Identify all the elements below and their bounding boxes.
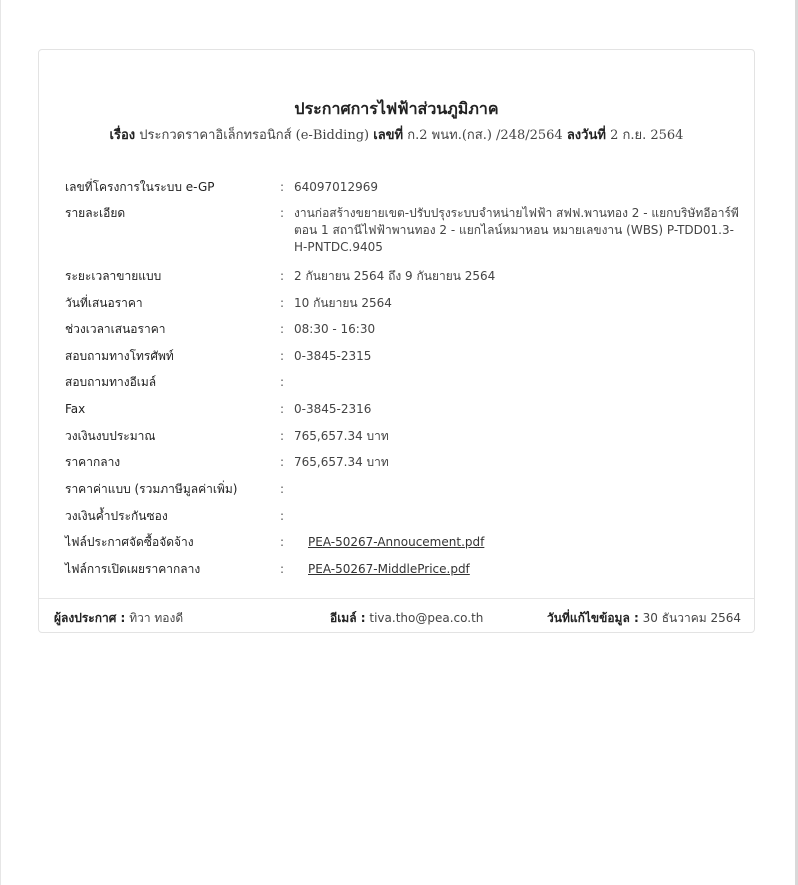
detail-label: ราคาค่าแบบ (รวมภาษีมูลค่าเพิ่ม): [65, 482, 238, 496]
detail-label: วงเงินค้ำประกันซอง: [65, 509, 168, 523]
detail-label: ช่วงเวลาเสนอราคา: [65, 322, 166, 336]
detail-label: สอบถามทางอีเมล์: [65, 375, 157, 389]
separator: :: [280, 455, 285, 469]
separator: :: [280, 349, 285, 363]
detail-label: วันที่เสนอราคา: [65, 296, 143, 310]
announcer-info: [54, 609, 183, 628]
email-label: อีเมล์ :: [330, 611, 366, 625]
card-footer: [39, 598, 754, 635]
subject-label: เรื่อง: [109, 128, 136, 143]
detail-label: ระยะเวลาขายแบบ: [65, 269, 162, 283]
separator: :: [280, 206, 285, 220]
separator: :: [280, 180, 285, 194]
announcer-name: ทิวา ทองดี: [129, 611, 184, 625]
detail-value: 765,657.34 บาท: [294, 455, 389, 469]
middle-price-file-link[interactable]: PEA-50267-MiddlePrice.pdf: [308, 562, 470, 576]
detail-label: ไฟล์ประกาศจัดซื้อจัดจ้าง: [65, 535, 194, 549]
separator: :: [280, 296, 285, 310]
detail-value: 2 กันยายน 2564 ถึง 9 กันยายน 2564: [294, 269, 496, 283]
separator: :: [280, 535, 285, 549]
page-edge-left: [0, 0, 1, 885]
updated-label: วันที่แก้ไขข้อมูล :: [547, 611, 639, 625]
date-text: 2 ก.ย. 2564: [610, 128, 684, 143]
detail-label: เลขที่โครงการในระบบ e-GP: [65, 180, 215, 194]
detail-label: ราคากลาง: [65, 455, 121, 469]
separator: :: [280, 269, 285, 283]
separator: :: [280, 509, 285, 523]
separator: :: [280, 375, 285, 389]
announcement-subtitle: [39, 124, 754, 145]
email-info: [330, 609, 483, 628]
date-label: ลงวันที่: [566, 128, 606, 143]
detail-value: 0-3845-2315: [294, 349, 372, 363]
updated-info: [547, 609, 741, 628]
subject-text: ประกวดราคาอิเล็กทรอนิกส์ (e-Bidding): [139, 128, 370, 143]
separator: :: [280, 429, 285, 443]
announcement-file-link[interactable]: PEA-50267-Annoucement.pdf: [308, 535, 485, 549]
detail-label: วงเงินงบประมาณ: [65, 429, 156, 443]
detail-label: รายละเอียด: [65, 206, 126, 220]
number-label: เลขที่: [373, 128, 404, 143]
email-value: tiva.tho@pea.co.th: [369, 611, 484, 625]
separator: :: [280, 482, 285, 496]
announcement-title: ประกาศการไฟฟ้าส่วนภูมิภาค: [294, 99, 499, 118]
detail-value: 765,657.34 บาท: [294, 429, 389, 443]
separator: :: [280, 562, 285, 576]
updated-value: 30 ธันวาคม 2564: [642, 611, 741, 625]
separator: :: [280, 322, 285, 336]
detail-value: งานก่อสร้างขยายเขต-ปรับปรุงระบบจำหน่ายไฟฟ้า สฟฟ.พานทอง 2 - แยกบริษัทอีอาร์พี ตอน 1 สถานีไฟฟ้าพานทอง 2 - แยกไลน์หมาหอน หมายเลขงาน (WBS) P-TDD01.3-H-PNTDC.9405: [294, 206, 739, 254]
detail-label: Fax: [65, 402, 86, 416]
announcement-card: [38, 49, 755, 633]
separator: :: [280, 402, 285, 416]
detail-label: สอบถามทางโทรศัพท์: [65, 349, 174, 363]
detail-value: 08:30 - 16:30: [294, 322, 376, 336]
detail-label: ไฟล์การเปิดเผยราคากลาง: [65, 562, 201, 576]
detail-value: 0-3845-2316: [294, 402, 372, 416]
number-text: ก.2 พนท.(กส.) /248/2564: [407, 128, 563, 143]
announcer-label: ผู้ลงประกาศ :: [54, 611, 126, 625]
detail-value: 10 กันยายน 2564: [294, 296, 392, 310]
detail-value: 64097012969: [294, 180, 378, 194]
